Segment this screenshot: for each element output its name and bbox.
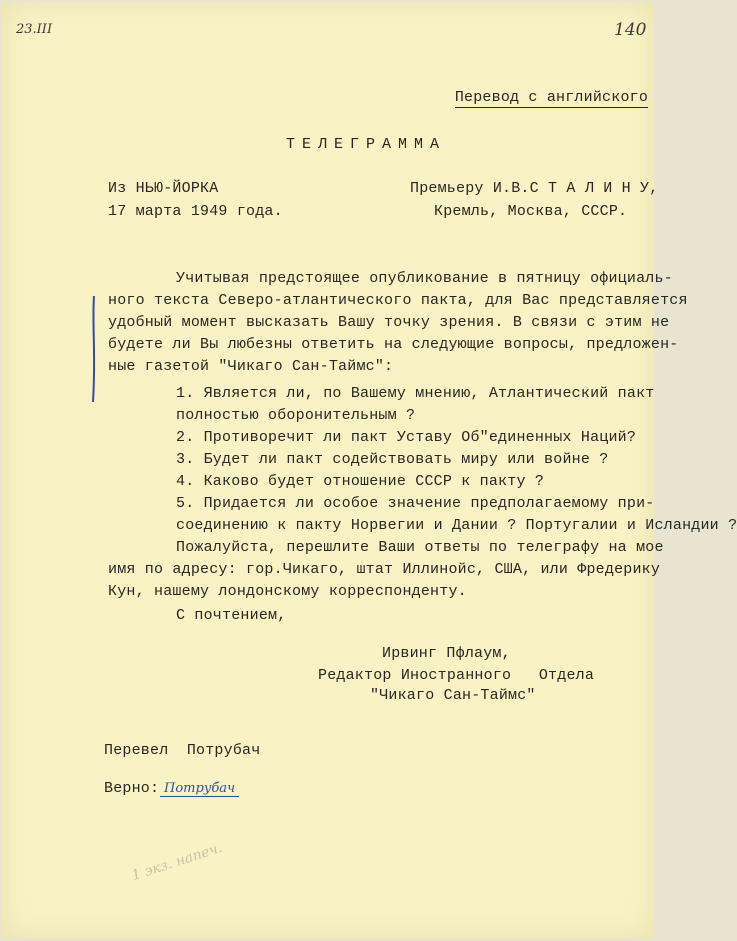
closing-salutation: С почтением, [176,607,287,624]
signer-name: Ирвинг Пфлаум, [382,645,511,662]
page-number-mark: 140 [614,20,647,40]
recipient-name: Премьеру И.В.С Т А Л И Н У, [410,180,659,197]
verified-label: Верно: [104,780,160,797]
signer-newspaper: "Чикаго Сан-Таймс" [370,687,536,704]
archive-mark-left: 23.III [16,22,53,37]
question-item: 1. Является ли, по Вашему мнению, Атлантический пакт [176,385,655,402]
body-line: Учитывая предстоящее опубликование в пятницу официаль- [176,270,673,287]
question-item: 3. Будет ли пакт содействовать миру или войне ? [176,451,609,468]
body-line: будете ли Вы любезны ответить на следующие вопросы, предложен- [108,336,679,353]
body-line: удобный момент высказать Вашу точку зрения. В связи с этим не [108,314,670,331]
translation-note: Перевод с английского [454,89,649,106]
document-title: ТЕЛЕГРАММА [286,136,447,153]
question-item: полностью оборонительным ? [176,407,416,424]
body-line: имя по адресу: гор.Чикаго, штат Иллинойс, США, или Фредерику [108,561,661,578]
sender-location: Из НЬЮ-ЙОРКА [108,180,219,197]
question-item: 2. Противоречит ли пакт Уставу Об"единенных Наций? [176,429,637,446]
question-item: 5. Придается ли особое значение предполагаемому при- [176,495,655,512]
verified-signature: Потрубач [160,781,239,797]
body-line: ные газетой "Чикаго Сан-Таймс": [108,358,394,375]
question-item: соединению к пакту Норвегии и Дании ? Португалии и Исландии ? [176,517,737,534]
margin-pen-mark [86,294,102,406]
margin-note: 1 экз. напеч. [129,839,225,885]
question-item: 4. Каково будет отношение СССР к пакту ? [176,473,545,490]
body-line: Кун, нашему лондонскому корреспонденту. [108,583,467,600]
document-page [2,2,737,939]
signer-position: Редактор Иностранного Отдела [318,667,595,684]
sender-date: 17 марта 1949 года. [108,203,283,220]
body-line: ного текста Северо-атлантического пакта, для Вас представляется [108,292,688,309]
body-line: Пожалуйста, перешлите Ваши ответы по телеграфу на мое [176,539,664,556]
recipient-address: Кремль, Москва, СССР. [434,203,628,220]
translated-by: Перевел Потрубач [104,742,261,759]
